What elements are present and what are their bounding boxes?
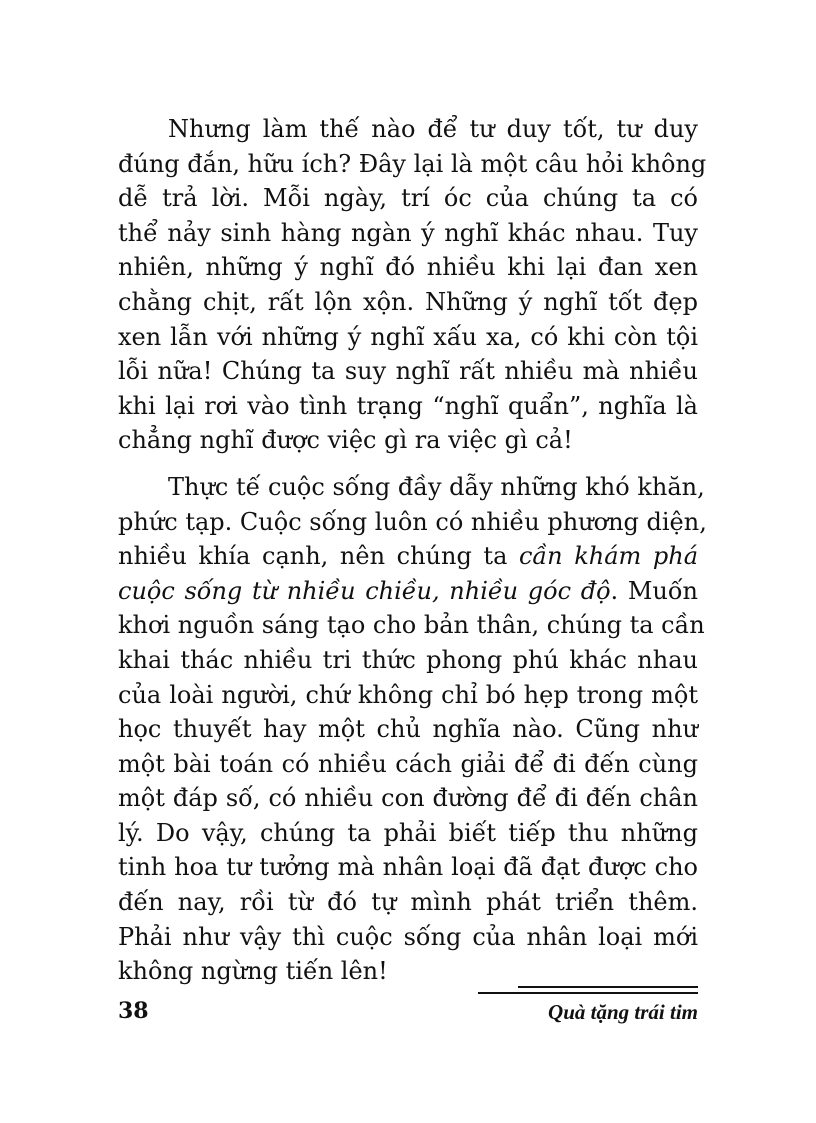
page-footer [118,986,698,1036]
emphasis-text: cuộc sống từ nhiều chiều, nhiều góc độ [118,576,611,605]
text-line: Thực tế cuộc sống đầy dẫy những khó khăn, [168,472,705,501]
text-line: khi lại rơi vào tình trạng “nghĩ quẩn”, nghĩa là [118,391,698,420]
text-line: thể nảy sinh hàng ngàn ý nghĩ khác nhau. Tuy [118,218,698,247]
emphasis-text: cần khám phá [518,542,698,571]
page-number: 38 [118,998,149,1024]
body-text [118,112,707,989]
text-line: chằng chịt, rất lộn xộn. Những ý nghĩ tốt đẹp [118,287,698,316]
text-line: một bài toán có nhiều cách giải để đi đến cùng [118,749,698,778]
text-line: tinh hoa tư tưởng mà nhân loại đã đạt được cho [118,853,698,882]
text-line: học thuyết hay một chủ nghĩa nào. Cũng như [118,715,698,744]
text-line: lỗi nữa! Chúng ta suy nghĩ rất nhiều mà nhiều [118,357,698,386]
footer-rule-bottom [478,992,698,994]
text-line: Phải như vậy thì cuộc sống của nhân loại mới [118,922,698,951]
text-line: chẳng nghĩ được việc gì ra việc gì cả! [118,426,573,455]
footer-rule-top [518,986,698,988]
text-line: dễ trả lời. Mỗi ngày, trí óc của chúng ta có [118,184,698,213]
book-title: Quà tặng trái tim [548,1000,698,1024]
text-line: đến nay, rồi từ đó tự mình phát triển thêm. [118,888,698,917]
paragraph-gap [118,458,698,470]
text-segment: . Muốn [610,576,699,605]
text-line: đúng đắn, hữu ích? Đây lại là một câu hỏi không [118,149,707,178]
text-line: lý. Do vậy, chúng ta phải biết tiếp thu những [118,818,698,847]
text-line: khai thác nhiều tri thức phong phú khác nhau [118,645,698,674]
text-segment: nhiều khía cạnh, nên chúng ta [118,542,519,571]
paragraph-1 [118,112,707,458]
paragraph-2 [118,470,707,989]
text-line-mixed [118,539,698,574]
text-line: khơi nguồn sáng tạo cho bản thân, chúng ta cần [118,611,705,640]
text-line: không ngừng tiến lên! [118,957,388,986]
text-line: Nhưng làm thế nào để tư duy tốt, tư duy [168,115,698,143]
text-line: xen lẫn với những ý nghĩ xấu xa, có khi còn tội [118,322,698,351]
text-line: một đáp số, có nhiều con đường để đi đến chân [118,784,698,813]
text-line-mixed [118,574,698,609]
text-line: phức tạp. Cuộc sống luôn có nhiều phương diện, [118,507,707,536]
text-line: nhiên, những ý nghĩ đó nhiều khi lại đan xen [118,253,698,282]
text-line: của loài người, chứ không chỉ bó hẹp trong một [118,680,698,709]
